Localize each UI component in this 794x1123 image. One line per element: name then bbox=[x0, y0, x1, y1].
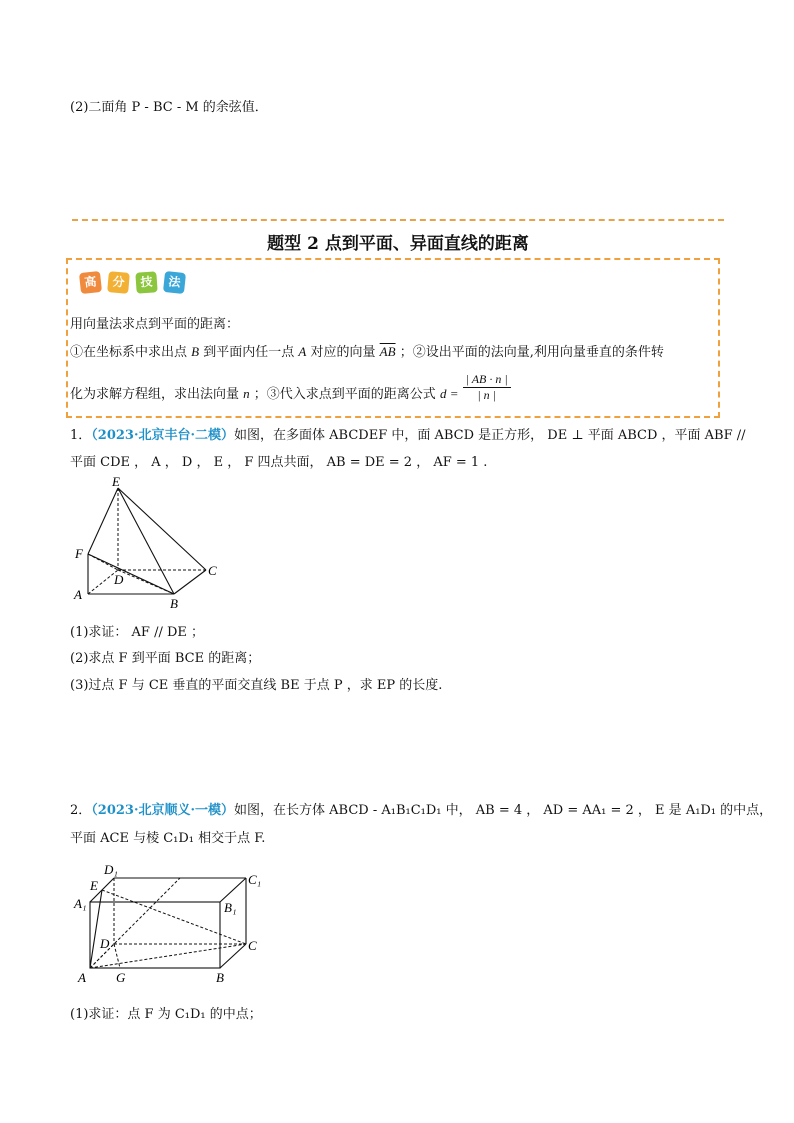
label-B2: B bbox=[216, 970, 224, 985]
badge-fa: 法 bbox=[163, 271, 186, 294]
label-D2: D bbox=[100, 936, 110, 951]
badge-ji: 技 bbox=[135, 271, 157, 293]
label-C1: C₁ bbox=[248, 872, 262, 887]
label-G: G bbox=[116, 970, 126, 985]
label-F: F bbox=[75, 546, 83, 561]
tip-heading: 用向量法求点到平面的距离： bbox=[70, 317, 240, 332]
label-E2: E bbox=[90, 878, 98, 893]
section-rule-top bbox=[72, 219, 724, 221]
label-A2: A bbox=[78, 970, 86, 985]
problem1-q3: (3)过点 F 与 CE 垂直的平面交直线 BE 于点 P ，求 EP 的长度. bbox=[70, 678, 443, 693]
label-D1: D₁ bbox=[104, 862, 118, 877]
problem1-line1: 1．（2023·北京丰台·二模）如图，在多面体 ABCDEF 中，面 ABCD 是正方形， DE ⊥ 平面 ABCD ，平面 ABF // bbox=[70, 428, 746, 443]
problem2-line2: 平面 ACE 与棱 C₁D₁ 相交于点 F. bbox=[70, 831, 266, 846]
badge-fen: 分 bbox=[107, 271, 130, 294]
problem2-source: （2023·北京顺义·一模） bbox=[91, 803, 235, 818]
distance-formula: $\frac{| AB \cdot n |}{| n |}$ bbox=[463, 372, 511, 403]
badge-gao: 高 bbox=[79, 271, 102, 294]
label-A: A bbox=[74, 587, 82, 602]
prev-item: (2)二面角 P - BC - M 的余弦值． bbox=[70, 100, 268, 115]
problem1-q1: (1)求证： AF // DE ； bbox=[70, 625, 205, 640]
label-B: B bbox=[170, 596, 178, 610]
label-E: E bbox=[112, 474, 120, 489]
label-D: D bbox=[114, 572, 124, 587]
label-C: C bbox=[208, 563, 217, 578]
label-B1: B₁ bbox=[224, 900, 237, 915]
problem2-q1: (1)求证：点 F 为 C₁D₁ 的中点； bbox=[70, 1007, 262, 1022]
problem1-line2: 平面 CDE ， A ， D ， E ， F 四点共面， AB = DE = 2 ， AF = 1 . bbox=[70, 455, 488, 470]
tip-line-2: 化为求解方程组，求出法向量 n ；③代入求点到平面的距离公式 d = $\frac{| AB \cdot n |}{| n |}$ bbox=[70, 383, 511, 403]
section-title: 题型 2 点到平面、异面直线的距离 bbox=[267, 234, 529, 254]
vector-n: n bbox=[243, 386, 250, 401]
polyhedron-figure bbox=[70, 474, 250, 610]
problem1-source: （2023·北京丰台·二模） bbox=[91, 428, 235, 443]
problem2-line1: 2．（2023·北京顺义·一模）如图，在长方体 ABCD - A₁B₁C₁D₁ 中， AB = 4 ， AD = AA₁ = 2 ， E 是 A₁D₁ 的中点， bbox=[70, 803, 773, 818]
cuboid-figure bbox=[70, 856, 280, 986]
problem1-q2: (2)求点 F 到平面 BCE 的距离； bbox=[70, 651, 261, 666]
tip-line-1: ①在坐标系中求出点 B 到平面内任一点 A 对应的向量 $\overline{AB}$ ；②设出平面的法向量,利用向量垂直的条件转 bbox=[70, 344, 664, 360]
label-A1: A₁ bbox=[74, 896, 87, 911]
label-C2: C bbox=[248, 938, 257, 953]
vector-ab: $\overline{AB}$ bbox=[379, 344, 396, 359]
